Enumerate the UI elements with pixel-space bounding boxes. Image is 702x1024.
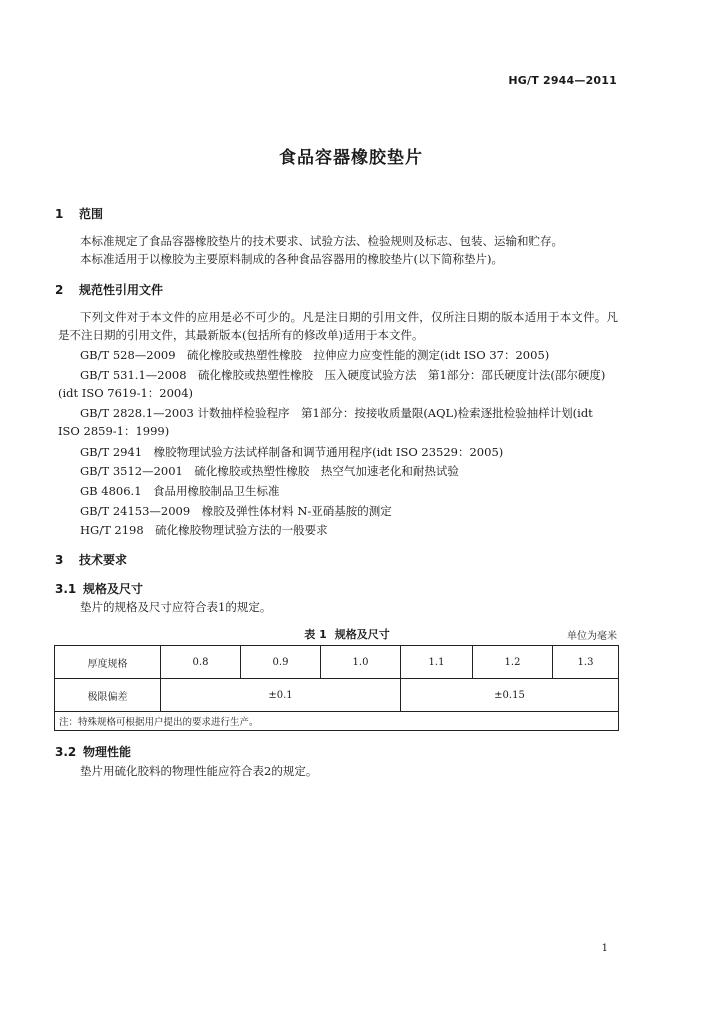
section-1-heading	[55, 205, 103, 222]
reference-item: GB/T 2941 橡胶物理试验方法试样制备和调节通用程序(idt ISO 23529：2005)	[80, 445, 504, 459]
physical-props-paragraph: 垫片用硫化胶料的物理性能应符合表2的规定。	[80, 764, 318, 778]
reference-item: GB/T 531.1—2008 硫化橡胶或热塑性橡胶 压入硬度试验方法 第1部分：邵氏硬度计法(邵尔硬度)(idt ISO 7619-1：2004)	[58, 368, 606, 400]
table-cell: 0.8	[161, 646, 241, 679]
section-number: 3	[55, 553, 64, 567]
table-unit-note: 单位为毫米	[567, 631, 617, 642]
table-cell: ±0.1	[161, 679, 401, 712]
row-header: 厚度规格	[55, 646, 161, 679]
section-title: 范围	[79, 207, 104, 221]
section-title: 规范性引用文件	[79, 283, 164, 297]
spec-paragraph: 垫片的规格及尺寸应符合表1的规定。	[80, 600, 272, 614]
table-cell: 1.1	[401, 646, 473, 679]
subsection-number: 3.1	[55, 582, 77, 596]
table-row	[55, 679, 619, 712]
section-2-heading	[55, 281, 163, 298]
subsection-number: 3.2	[55, 745, 77, 759]
table-label: 表 1	[304, 628, 327, 641]
standard-code: HG/T 2944—2011	[508, 74, 617, 87]
table-note-row	[55, 712, 619, 731]
section-number: 1	[55, 207, 64, 221]
subsection-title: 物理性能	[83, 745, 132, 759]
reference-item: GB/T 528—2009 硫化橡胶或热塑性橡胶 拉伸应力应变性能的测定(idt ISO 37：2005)	[80, 348, 550, 362]
reference-item: GB/T 3512—2001 硫化橡胶或热塑性橡胶 热空气加速老化和耐热试验	[80, 464, 459, 478]
section-title: 技术要求	[79, 553, 128, 567]
table-caption: 规格及尺寸	[334, 628, 390, 641]
row-header: 极限偏差	[55, 679, 161, 712]
scope-paragraph: 本标准适用于以橡胶为主要原料制成的各种食品容器用的橡胶垫片(以下简称垫片)。	[80, 252, 503, 266]
table-cell: 1.3	[553, 646, 619, 679]
document-title: 食品容器橡胶垫片	[279, 148, 423, 168]
section-3-heading	[55, 551, 127, 568]
table-note: 注：特殊规格可根据用户提出的要求进行生产。	[55, 712, 619, 731]
spec-table	[54, 645, 619, 731]
reference-item: HG/T 2198 硫化橡胶物理试验方法的一般要求	[80, 523, 328, 537]
reference-item: GB/T 2828.1—2003 计数抽样检验程序 第1部分：按接收质量限(AQL)检索逐批检验抽样计划(idt ISO 2859-1：1999)	[58, 406, 593, 438]
table-cell: 1.2	[473, 646, 553, 679]
table-cell: 1.0	[321, 646, 401, 679]
subsection-title: 规格及尺寸	[83, 582, 144, 596]
normative-intro-paragraph: 下列文件对于本文件的应用是必不可少的。凡是注日期的引用文件，仅所注日期的版本适用于本文件。凡是不注日期的引用文件，其最新版本(包括所有的修改单)适用于本文件。	[58, 310, 618, 342]
subsection-3-2-heading	[55, 743, 131, 760]
page-number: 1	[601, 943, 608, 954]
subsection-3-1-heading	[55, 580, 143, 597]
scope-paragraph: 本标准规定了食品容器橡胶垫片的技术要求、试验方法、检验规则及标志、包装、运输和贮存。	[80, 234, 563, 248]
reference-item: GB/T 24153—2009 橡胶及弹性体材料 N-亚硝基胺的测定	[80, 504, 392, 518]
section-number: 2	[55, 283, 64, 297]
table-cell: ±0.15	[401, 679, 619, 712]
reference-item: GB 4806.1 食品用橡胶制品卫生标准	[80, 484, 280, 498]
table-cell: 0.9	[241, 646, 321, 679]
table-row	[55, 646, 619, 679]
